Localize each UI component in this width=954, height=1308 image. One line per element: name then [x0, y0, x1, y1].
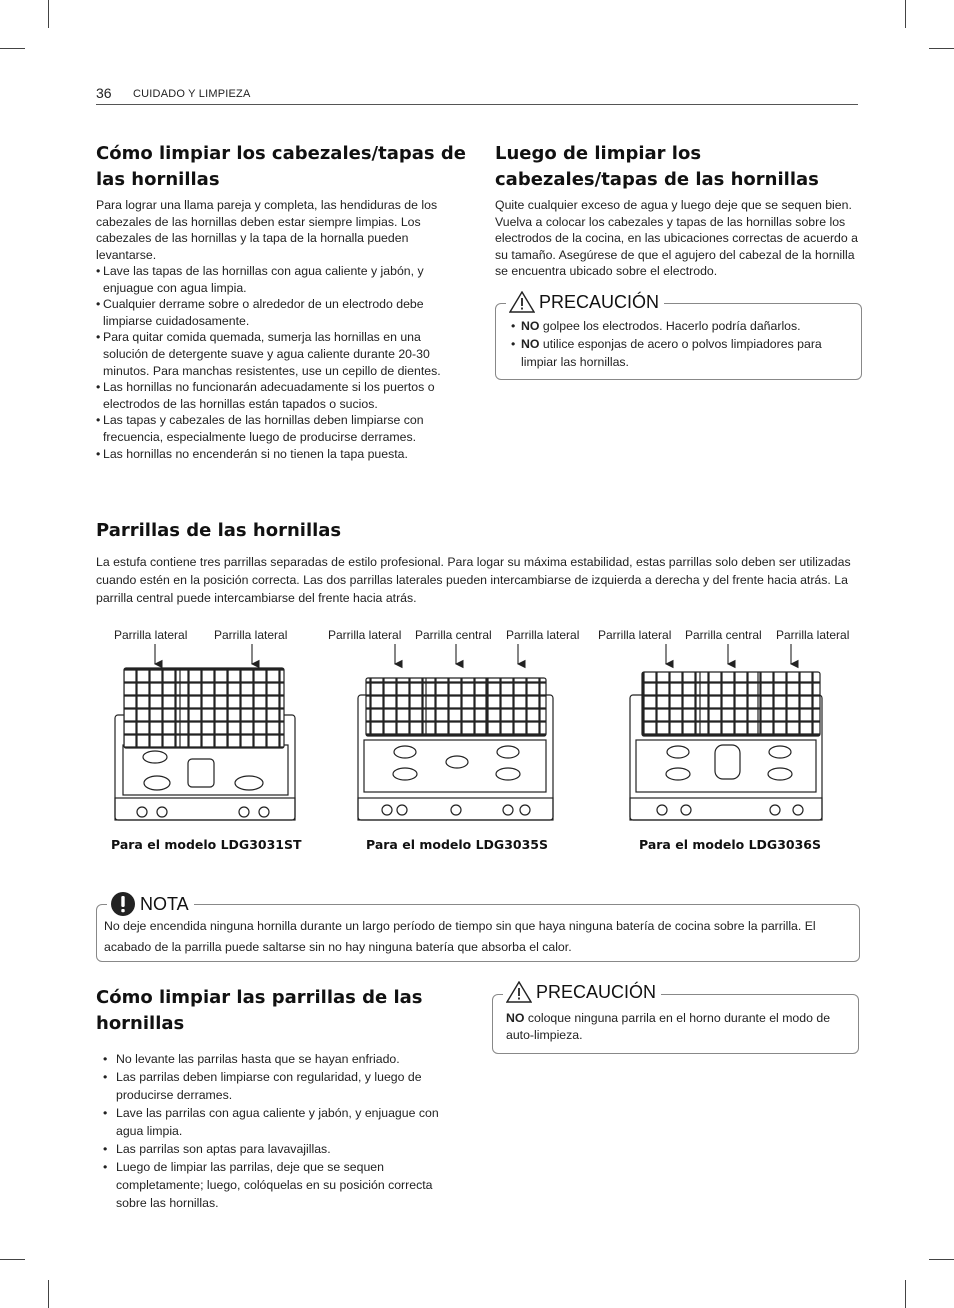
- figure-caption: Para el modelo LDG3035S: [366, 837, 548, 852]
- figure-label: Parrilla lateral: [114, 628, 188, 642]
- caution-2-text: [506, 1010, 846, 1043]
- list-item: • Las tapas y cabezales de las hornillas deben limpiarse con frecuencia, especialmente luego de producirse derrames.: [96, 412, 460, 445]
- cooktop-ldg3036s: [630, 672, 822, 820]
- list-item: • Lave las parrilas con agua caliente y jabón, y enjuague con agua limpia.: [103, 1104, 448, 1140]
- no-label: NO: [521, 319, 540, 333]
- no-label: NO: [521, 337, 540, 351]
- figure-label: Parrilla lateral: [214, 628, 288, 642]
- heads-heading: Cómo limpiar los cabezales/tapas de las hornillas: [96, 143, 466, 190]
- caution-title-2: [503, 981, 661, 1003]
- exclamation-circle-icon: [110, 891, 136, 917]
- page-number: 36: [96, 85, 112, 101]
- note-title-text: NOTA: [140, 894, 189, 914]
- cooktop-ldg3035s: [358, 678, 553, 820]
- list-item: • Las hornillas no funcionarán adecuadamente si los puertos o electrodos de las hornillas están tapados o sucios.: [96, 379, 460, 412]
- figure-label: Parrilla central: [415, 628, 492, 642]
- heads-intro: Para lograr una llama pareja y completa, las hendiduras de los cabezales de las hornillas deben estar siempre limpias. Los cabezales de las hornillas y la tapa de la hornalla pueden levantarse.: [96, 198, 438, 262]
- figure-label: Parrilla lateral: [598, 628, 672, 642]
- list-item: • No levante las parrilas hasta que se hayan enfriado.: [103, 1050, 448, 1068]
- figure-label: Parrilla central: [685, 628, 762, 642]
- clean-grates-heading: Cómo limpiar las parrillas de las hornillas: [96, 987, 423, 1034]
- caution-text: golpee los electrodos. Hacerlo podría dañarlos.: [539, 319, 801, 333]
- list-item: • Luego de limpiar las parrilas, deje que se sequen completamente; luego, colóquelas en su posición correcta sobre las hornillas.: [103, 1158, 448, 1212]
- caution-title-text: PRECAUCIÓN: [536, 982, 657, 1002]
- note-text: No deje encendida ninguna hornilla durante un largo período de tiempo sin que haya ninguna batería de cocina sobre la parrilla. El acabado de la parrilla puede saltarse sin no hay ninguna batería que absorba el calor.: [104, 919, 816, 954]
- warning-triangle-icon: [506, 981, 532, 1003]
- list-item: • Cualquier derrame sobre o alrededor de un electrodo debe limpiarse cuidadosamente.: [96, 296, 460, 329]
- caution-title-text: PRECAUCIÓN: [539, 292, 660, 312]
- figure-label: Parrilla lateral: [506, 628, 580, 642]
- figure-label: Parrilla lateral: [776, 628, 850, 642]
- list-item: • Para quitar comida quemada, sumerja las hornillas en una solución de detergente suave y agua caliente durante 20-30 minutos. Para manchas resistentes, use un cepillo de dientes.: [96, 329, 460, 379]
- grates-text: La estufa contiene tres parrillas separadas de estilo profesional. Para logar su máxima estabilidad, estas parrillas solo deben ser utilizadas cuando estén en la posición correcta. Las dos parrillas laterales pueden intercambiarse de izquierda a derecha y del frente hacia atrás. La parrilla central puede intercambiarse del frente hacia atrás.: [96, 555, 851, 605]
- caution-text: utilice esponjas de acero o polvos limpiadores para limpiar las hornillas.: [521, 337, 822, 369]
- cooktop-ldg3031st: [115, 668, 295, 820]
- after-text: Quite cualquier exceso de agua y luego deje que se sequen bien. Vuelva a colocar los cabezales y tapas de las hornillas sobre los electrodos de la cocina, en las ubicaciones correctas de acuerdo a su tamaño. Asegúrese de que el agujero del cabezal de la hornilla se encuentra ubicado sobre el electrodo.: [495, 198, 858, 279]
- list-item: • Las parrilas deben limpiarse con regularidad, y luego de producirse derrames.: [103, 1068, 448, 1104]
- caution-text: coloque ninguna parrila en el horno durante el modo de auto-limpieza.: [506, 1011, 831, 1042]
- list-item: • Lave las tapas de las hornillas con agua caliente y jabón, y enjuague con agua limpia.: [96, 263, 460, 296]
- figure-caption: Para el modelo LDG3036S: [639, 837, 821, 852]
- no-label: NO: [506, 1011, 525, 1025]
- list-item: • Las hornillas no encenderán si no tienen la tapa puesta.: [96, 446, 460, 463]
- figure-caption: Para el modelo LDG3031ST: [111, 837, 302, 852]
- section-title: CUIDADO Y LIMPIEZA: [133, 88, 251, 100]
- list-item: • Las parrilas son aptas para lavavajillas.: [103, 1140, 448, 1158]
- after-heading: Luego de limpiar los cabezales/tapas de las hornillas: [495, 143, 819, 190]
- note-title: [107, 891, 194, 917]
- grates-heading: Parrillas de las hornillas: [96, 520, 342, 541]
- figure-label: Parrilla lateral: [328, 628, 402, 642]
- clean-grates-bullets: [103, 1050, 448, 1212]
